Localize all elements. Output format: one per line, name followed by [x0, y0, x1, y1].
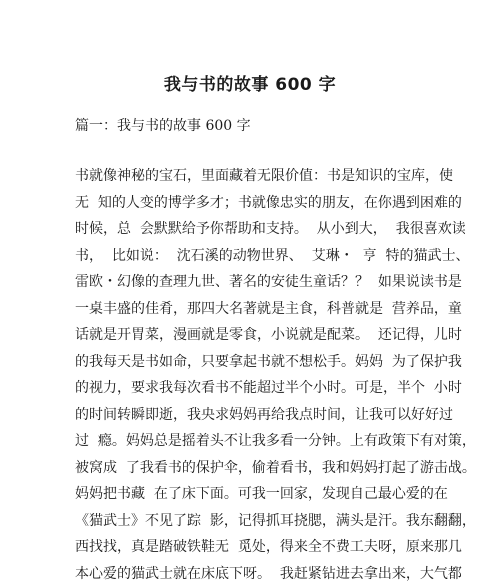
- body-line: 妈妈把书藏 在了床下面。可我一回家，发现自己最心爱的在: [75, 481, 475, 508]
- body-line: 一桌丰盛的佳肴，那四大名著就是主食，科普就是 营养品，童: [75, 296, 475, 323]
- body-line: 《猫武士》不见了踪 影，记得抓耳挠腮，满头是汗。我东翻翻，: [75, 508, 475, 535]
- body-line: 话就是开胃菜，漫画就是零食，小说就是配菜。 还记得，儿时: [75, 322, 475, 349]
- document-subtitle: 篇一：我与书的故事 600 字: [75, 116, 251, 136]
- body-line: 本心爱的猫武士就在床底下呀。 我赶紧钻进去拿出来，大气都: [75, 561, 475, 587]
- body-text: [75, 163, 475, 587]
- body-line: 的视力，要求我每次看书不能超过半个小时。可是，半个 小时: [75, 375, 475, 402]
- body-line: 被窝成 了我看书的保护伞，偷着看书，我和妈妈打起了游击战。: [75, 455, 475, 482]
- body-line: 的我每天是书如命，只要拿起书就不想松手。妈妈 为了保护我: [75, 349, 475, 376]
- body-line: 书， 比如说： 沈石溪的动物世界、 艾琳・ 亨 特的猫武士、: [75, 243, 475, 270]
- body-line: 西找找，真是踏破铁鞋无 觅处，得来全不费工夫呀，原来那几: [75, 534, 475, 561]
- body-line: 过 瘾。妈妈总是摇着头不让我多看一分钟。上有政策下有对策，: [75, 428, 475, 455]
- body-line: 书就像神秘的宝石，里面藏着无限价值：书是知识的宝库，使: [75, 163, 475, 190]
- body-line: 雷欧・幻像的查理九世、著名的安徒生童话？？ 如果说读书是: [75, 269, 475, 296]
- body-line: 时候，总 会默默给予你帮助和支持。 从小到大， 我很喜欢读: [75, 216, 475, 243]
- body-line: 无 知的人变的博学多才；书就像忠实的朋友，在你遇到困难的: [75, 190, 475, 217]
- document-title: 我与书的故事 600 字: [0, 74, 500, 96]
- body-line: 的时间转瞬即逝，我央求妈妈再给我点时间，让我可以好好过: [75, 402, 475, 429]
